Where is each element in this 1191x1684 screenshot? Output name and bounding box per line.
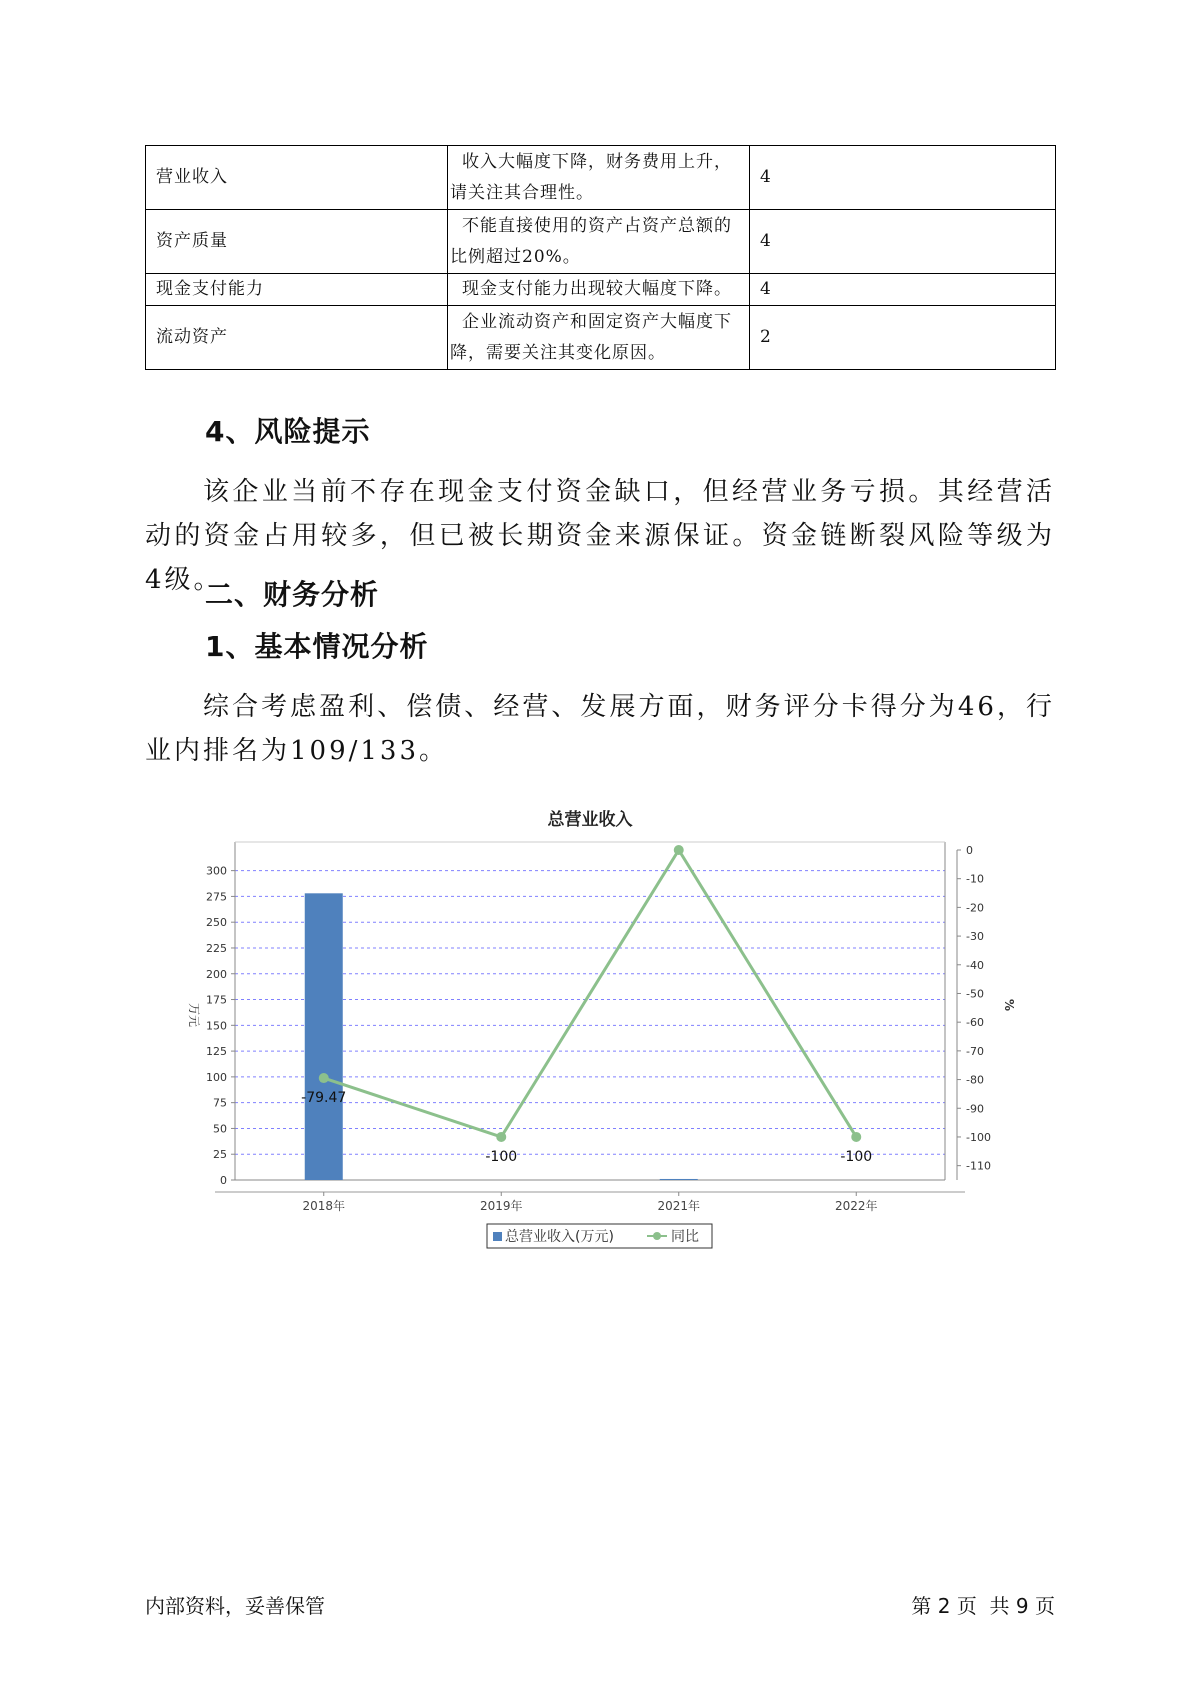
- table-row: [146, 274, 1056, 306]
- y2-tick-label: -90: [966, 1102, 984, 1116]
- y-tick-label: 125: [206, 1045, 227, 1059]
- y-tick-label: 100: [206, 1070, 227, 1084]
- y2-tick-label: -70: [966, 1044, 984, 1058]
- y-tick-label: 250: [206, 916, 227, 930]
- y2-tick-label: -60: [966, 1016, 984, 1030]
- risk-desc: 收入大幅度下降，财务费用上升，请关注其合理性。: [448, 146, 750, 210]
- risk-paragraph: 该企业当前不存在现金支付资金缺口，但经营业务亏损。其经营活动的资金占用较多，但已被长期资金来源保证。资金链断裂风险等级为4级。: [145, 477, 1055, 595]
- y-tick-label: 300: [206, 864, 227, 878]
- y-tick-label: 200: [206, 967, 227, 981]
- revenue-chart: [0, 790, 1191, 1260]
- y2-axis-label: %: [1002, 998, 1016, 1012]
- y-tick-label: 275: [206, 890, 227, 904]
- legend-bar-label: 总营业收入(万元): [505, 1229, 614, 1245]
- chart-title: 总营业收入: [547, 810, 633, 830]
- risk-item: 现金支付能力: [146, 274, 448, 306]
- table-row: [146, 210, 1056, 274]
- y-tick-label: 0: [220, 1174, 227, 1187]
- x-tick-label: 2021年: [657, 1199, 701, 1213]
- y2-tick-label: 0: [966, 844, 973, 857]
- y2-tick-label: -110: [966, 1159, 991, 1173]
- y-tick-label: 25: [213, 1148, 227, 1162]
- risk-level: 4: [750, 146, 1056, 210]
- y2-tick-label: -50: [966, 987, 984, 1001]
- x-tick-label: 2022年: [834, 1199, 878, 1213]
- basic-heading: 1、基本情况分析: [205, 630, 429, 663]
- risk-item: 营业收入: [146, 146, 448, 210]
- legend-line-label: 同比: [671, 1229, 699, 1245]
- yoy-point: [496, 1132, 506, 1142]
- y-tick-label: 225: [206, 941, 227, 955]
- yoy-line: [324, 850, 857, 1137]
- x-tick-label: 2019年: [479, 1199, 523, 1213]
- risk-heading: 4、风险提示: [205, 415, 371, 448]
- yoy-point: [674, 845, 684, 855]
- y-tick-label: 150: [206, 1019, 227, 1033]
- risk-table: [145, 145, 1056, 370]
- x-tick-label: 2018年: [302, 1199, 346, 1213]
- yoy-data-label: -100: [840, 1148, 873, 1165]
- y-tick-label: 75: [213, 1096, 227, 1110]
- table-row: [146, 306, 1056, 370]
- revenue-bar: [305, 893, 343, 1180]
- risk-level: 2: [750, 306, 1056, 370]
- table-row: [146, 146, 1056, 210]
- risk-item: 流动资产: [146, 306, 448, 370]
- finance-heading: 二、财务分析: [205, 578, 380, 611]
- y-axis-label: 万元: [187, 1002, 201, 1028]
- legend-line-marker: [653, 1232, 661, 1240]
- risk-level: 4: [750, 210, 1056, 274]
- risk-item: 资产质量: [146, 210, 448, 274]
- yoy-point: [319, 1073, 329, 1083]
- yoy-point: [851, 1132, 861, 1142]
- risk-desc: 现金支付能力出现较大幅度下降。: [448, 274, 750, 306]
- risk-desc: 不能直接使用的资产占资产总额的比例超过20%。: [448, 210, 750, 274]
- legend-bar-swatch: [493, 1232, 502, 1241]
- y2-tick-label: -30: [966, 930, 984, 944]
- y-tick-label: 50: [213, 1122, 227, 1136]
- y-tick-label: 175: [206, 993, 227, 1007]
- revenue-bar: [660, 1179, 698, 1180]
- footer-note: 内部资料，妥善保管: [145, 1594, 325, 1618]
- y2-tick-label: -100: [966, 1130, 991, 1144]
- risk-level: 4: [750, 274, 1056, 306]
- basic-paragraph: 综合考虑盈利、偿债、经营、发展方面，财务评分卡得分为46，行业内排名为109/133。: [145, 692, 1055, 766]
- yoy-data-label: -100: [485, 1148, 518, 1165]
- y2-tick-label: -40: [966, 958, 984, 972]
- risk-desc: 企业流动资产和固定资产大幅度下降，需要关注其变化原因。: [448, 306, 750, 370]
- y2-tick-label: -80: [966, 1073, 984, 1087]
- y2-tick-label: -10: [966, 872, 984, 886]
- y2-tick-label: -20: [966, 901, 984, 915]
- page-number: 第 2 页 共 9 页: [911, 1594, 1055, 1618]
- yoy-data-label: -79.47: [301, 1090, 347, 1107]
